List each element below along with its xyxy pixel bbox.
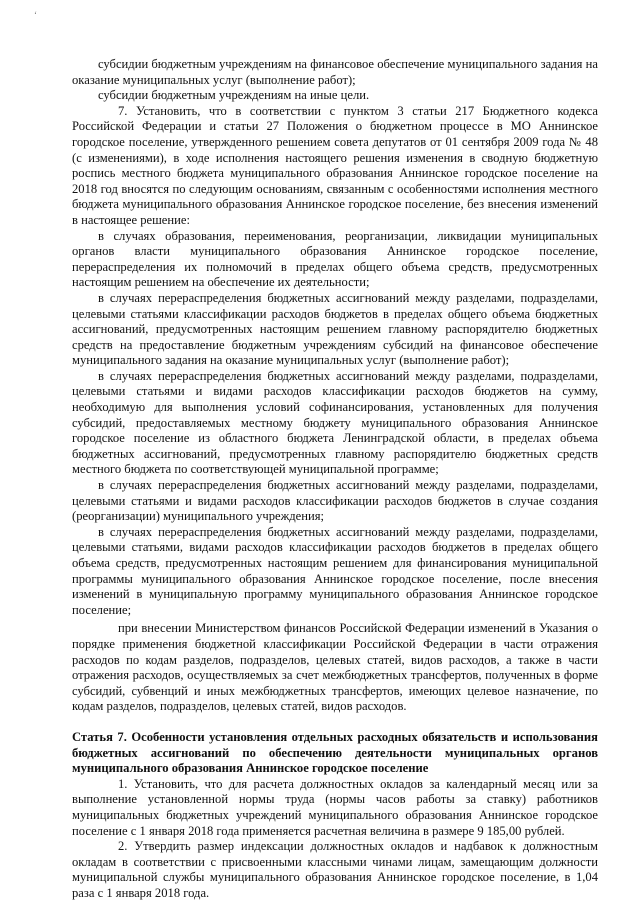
paragraph-case-minfin: при внесении Министерством финансов Российской Федерации изменений в Указания о порядке применения бюджетной классификации Российской Федерации в части отражения расходов по кодам разделов, подразделов, целевых статей, видов расходов, а также в части отражения расходов, осуществляемых за счет межбюджетных трансфертов, полученных в форме субсидий, субвенций и иных межбюджетных трансфертов, имеющих целевое назначение, по кодам разделов, подразделов, целевых статей, видов расходов. (72, 621, 598, 714)
scan-mark: ‘ (34, 10, 37, 20)
article-7-heading: Статья 7. Особенности установления отдельных расходных обязательств и использования бюджетных ассигнований по обеспечению деятельности муниципальных органов муниципального образования Аннинское городское поселение (72, 729, 598, 776)
paragraph-item-7: 7. Установить, что в соответствии с пунктом 3 статьи 217 Бюджетного кодекса Российской Федерации и статьи 27 Положения о бюджетном процессе в МО Аннинское городское поселение, утвержденного решением совета депутатов от 01 сентября 2009 года № 48 (с изменениями), в ходе исполнения настоящего решения изменения в сводную бюджетную роспись местного бюджета муниципального образования Аннинское городское поселение на 2018 год вносятся по следующим основаниям, связанным с особенностями исполнения местного бюджета муниципального образования Аннинское городское поселение, без внесения изменений в настоящее решение: (72, 103, 598, 227)
paragraph-case-reorganization: в случаях образования, переименования, реорганизации, ликвидации муниципальных органов власти муниципального образования Аннинское городское поселение, перераспределения их полномочий в пределах общего объема средств, предусмотренных настоящим решением на обеспечение их деятельности; (72, 228, 598, 290)
paragraph-case-institution: в случаях перераспределения бюджетных ассигнований между разделами, подразделами, целевыми статьями и видами расходов классификации расходов бюджетов в случае создания (реорганизации) муниципального учреждения; (72, 478, 598, 524)
article-7-item-2: 2. Утвердить размер индексации должностных окладов и надбавок к должностным окладам в соответствии с присвоенными классными чинами лицам, замещающим должности муниципальной службы муниципального образования Аннинское городское поселение, в 1,04 раза с 1 января 2018 года. (72, 839, 598, 900)
paragraph-case-program: в случаях перераспределения бюджетных ассигнований между разделами, подразделами, целевыми статьями, видами расходов классификации расходов бюджетов в пределах общего объема средств, предусмотренных настоящим решением для финансирования муниципальной программы муниципального образования Аннинское городское поселение, после внесения изменений в муниципальную программу муниципального образования Аннинское городское поселение; (72, 524, 598, 617)
article-7-item-1: 1. Установить, что для расчета должностных окладов за календарный месяц или за выполнение установленной нормы труда (нормы часов работы за ставку) работников муниципальных бюджетных учреждений муниципального образования Аннинское городское поселение с 1 января 2018 года применяется расчетная величина в размере 9 185,00 рублей. (72, 776, 598, 838)
paragraph-subsidies-other: субсидии бюджетным учреждениям на иные цели. (98, 88, 370, 103)
paragraph-case-cofinancing: в случаях перераспределения бюджетных ассигнований между разделами, подразделами, целевыми статьями и видами расходов классификации расходов бюджетов на сумму, необходимую для выполнения условий софинансирования, установленных для получения субсидий, предоставляемых местному бюджету муниципального образования Аннинское городское поселение из областного бюджета Ленинградской области, в пределах объема бюджетных ассигнований, предусмотренных главному распорядителю бюджетных средств местного бюджета по соответствующей муниципальной программе; (72, 368, 598, 477)
paragraph-case-task-subsidies: в случаях перераспределения бюджетных ассигнований между разделами, подразделами, целевыми статьями классификации расходов бюджетов в пределах общего объема бюджетных ассигнований, предусмотренных настоящим решением главному распорядителю бюджетных средств на предоставление бюджетным учреждениям субсидий на финансовое обеспечение муниципального задания на оказание муниципальных услуг (выполнение работ); (72, 290, 598, 368)
paragraph-subsidies-task: субсидии бюджетным учреждениям на финансовое обеспечение муниципального задания на оказание муниципальных услуг (выполнение работ); (72, 57, 598, 87)
